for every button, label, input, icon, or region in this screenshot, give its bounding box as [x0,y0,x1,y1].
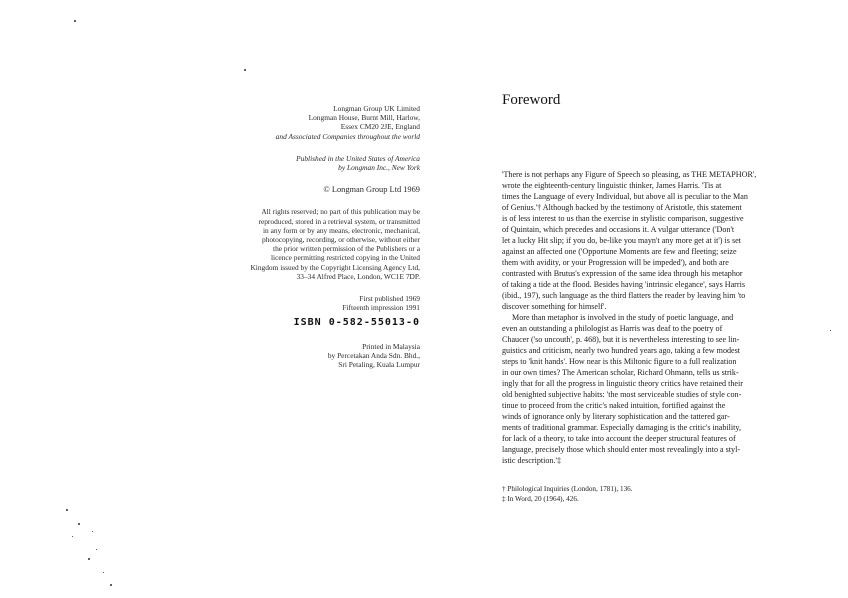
text-line: for lack of a theory, to take into account the deeper structural features of [502,434,736,443]
text-line: let a lucky Hit slip; if you do, be-like you mayn't any more get at it') is set [502,236,741,245]
text-line: contrasted with Brutus's expression of the same idea through his metaphor [502,269,743,278]
text-line: old benighted subjective habits: 'the most serviceable studies of style con- [502,390,742,399]
edition-line: First published 1969 [359,294,420,304]
text-line: (ibid., 197), such language as the third flatters the reader by leaving him 'to [502,291,746,300]
text-line: More than metaphor is involved in the study of poetic language, and [512,313,734,322]
rights-line: Kingdom issued by the Copyright Licensing Agency Ltd, [250,262,420,272]
footnote: † Philological Inquiries (London, 1781), 136. [502,485,633,493]
text-line: istic description.'‡ [502,456,562,465]
publisher-line: Essex CM20 2JE, England [340,122,420,132]
text-line: language, precisely those which should enter most revealingly into a styl- [502,445,741,454]
text-line: 'There is not perhaps any Figure of Speech so pleasing, as THE METAPHOR', [502,170,757,179]
text-line: of Genius.'† Although backed by the testimony of Aristotle, this statement [502,203,742,212]
scan-speck [110,584,112,586]
foreword-page [502,92,808,504]
text-line: them with avidity, or your Progression will be impeded'), and both are [502,258,729,267]
edition-line: Fifteenth impression 1991 [342,303,420,313]
isbn: ISBN 0-582-55013-0 [293,317,420,329]
copyright-line: © Longman Group Ltd 1969 [323,185,420,195]
scan-speck [96,549,97,550]
text-line: discover something for himself'. [502,302,607,311]
scan-speck [830,330,831,331]
publisher-line: Longman Group UK Limited [333,104,420,113]
printer-line: Printed in Malaysia [362,341,420,351]
scan-speck [244,69,246,71]
text-line: of taking a tide at the flood. Besides having 'intrinsic elegance', says Harris [502,280,745,289]
scan-speck [72,536,73,537]
scan-speck [78,523,80,525]
foreword-heading: Foreword [502,92,561,108]
foreword-paragraph-1 [502,169,808,312]
us-publisher-block [198,154,420,172]
us-publisher-line: Published in the United States of America [296,153,420,163]
printer-line: Sri Petaling, Kuala Lumpur [338,360,420,370]
publisher-block [198,104,420,141]
rights-line: photocopying, recording, or otherwise, without either [261,235,420,245]
copyright-notice [198,185,420,194]
text-line: in our own times? The American scholar, Richard Ohmann, tells us strik- [502,368,739,377]
text-line: even an outstanding a philologist as Harris was deaf to the poetry of [502,324,723,333]
rights-line: All rights reserved; no part of this publication may be [261,207,420,217]
text-line: is of less interest to us than the exercise in stylistic comparison, suggestive [502,214,744,223]
text-line: ments of traditional grammar. Especially damaging is the critic's inability, [502,423,741,432]
publisher-line: Longman House, Burnt Mill, Harlow, [308,113,420,123]
text-line: winds of ignorance only by literary sophistication and the tattered gar- [502,412,730,421]
scan-speck [88,558,90,560]
text-line: Chaucer ('so uncouth', p. 468), but it is nevertheless interesting to see lin- [502,335,740,344]
text-line: steps to 'knit hands'. How near is this Miltonic figure to a full realization [502,357,737,366]
text-line: ingly that for all the progress in linguistic theory critics have retained their [502,379,743,388]
rights-line: 33–34 Alfred Place, London, WC1E 7DP. [296,271,420,281]
footnote: ‡ In Word, 20 (1964), 426. [502,495,579,503]
printer-line: by Percetakan Anda Sdn. Bhd., [327,350,420,360]
text-line: guistics and criticism, nearly two hundred years ago, taking a few modest [502,346,741,355]
rights-line: in any form or by any means, electronic, mechanical, [263,225,420,235]
us-publisher-line: by Longman Inc., New York [338,163,420,173]
text-line: tinue to proceed from the critic's naked intuition, fortified against the [502,401,726,410]
footnotes [502,484,808,504]
scan-speck [66,509,68,511]
scan-speck [103,572,104,573]
rights-line: licence permitting restricted copying in the United [271,253,420,263]
publisher-line: and Associated Companies throughout the world [275,131,420,141]
text-line: wrote the eighteenth-century linguistic thinker, James Harris. 'Tis at [502,181,722,190]
rights-line: reproduced, stored in a retrieval system, or transmitted [258,216,420,226]
printer-block [198,342,420,370]
foreword-paragraph-2 [502,312,808,466]
imprint-page [198,104,420,382]
text-line: of Quintain, which precedes and occasions it. A vulgar utterance ('Don't [502,225,735,234]
text-line: against an affected one ('Opportune Moments are few and fleeting; seize [502,247,737,256]
rights-block [198,207,420,281]
rights-line: the prior written permission of the Publishers or a [273,244,420,254]
edition-block [198,294,420,312]
text-line: times the Language of every Individual, but above all is peculiar to the Man [502,192,748,201]
scan-speck [92,531,93,532]
scan-speck [74,20,76,22]
